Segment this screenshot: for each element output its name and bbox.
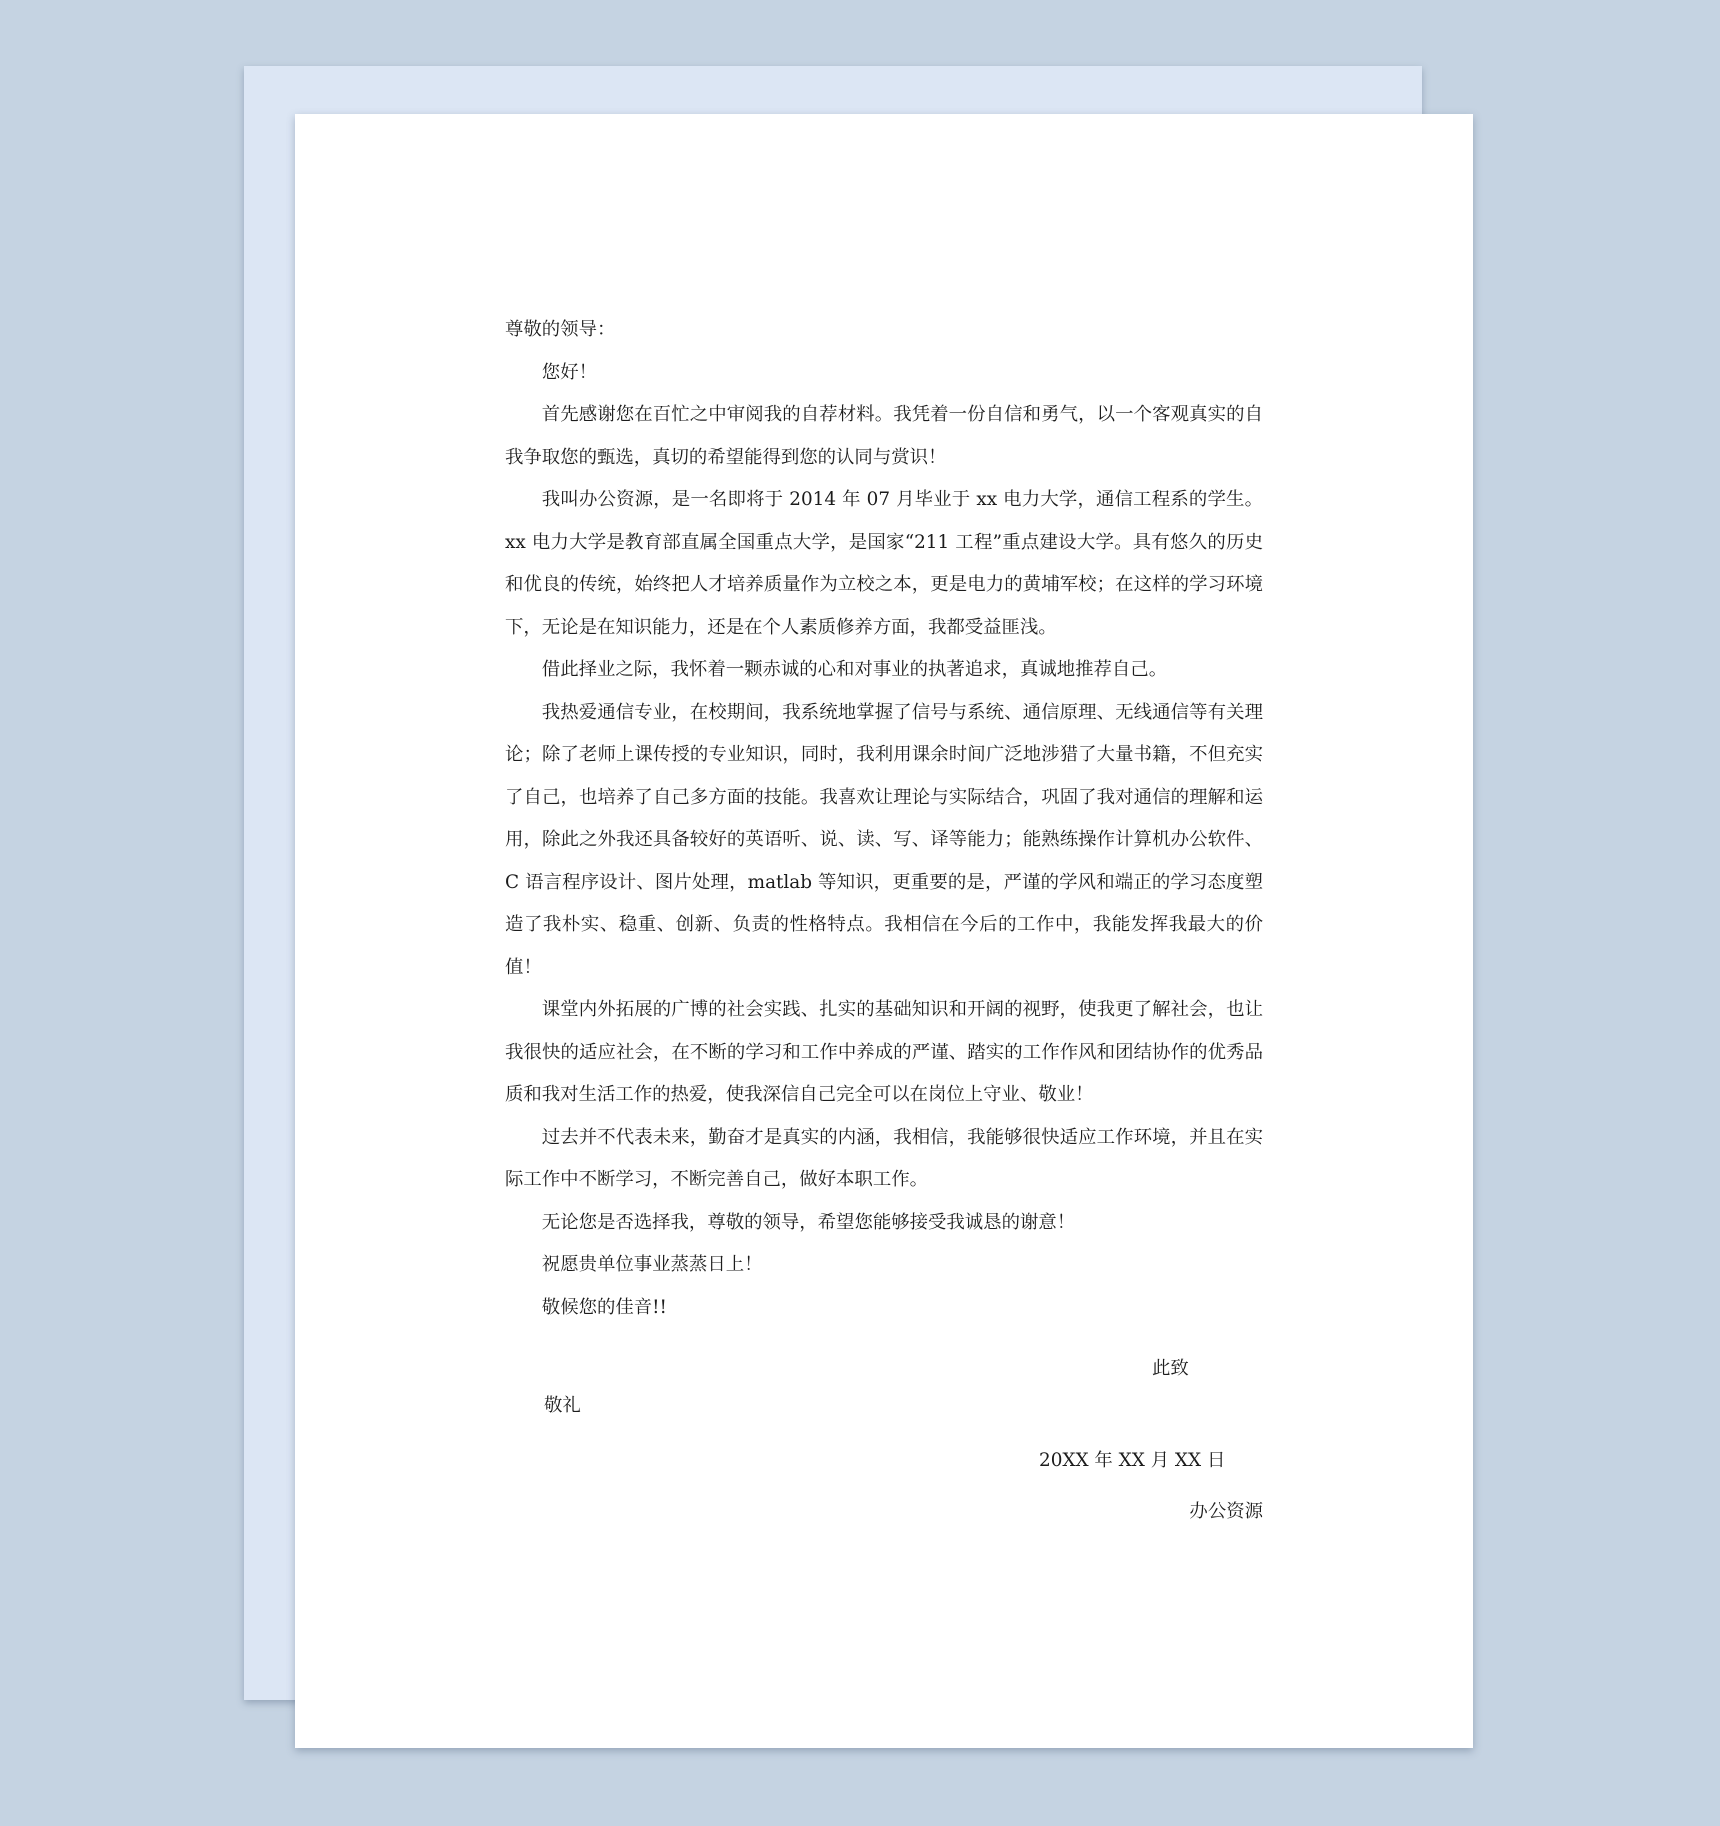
greeting: 您好！ [541, 361, 597, 383]
paragraph-2: 我叫办公资源，是一名即将于 2014 年 07 月毕业于 xx 电力大学，通信工程系的学生。xx 电力大学是教育部直属全国重点大学，是国家“211 工程”重点建设大学。具有悠久的历史和优良的传统，始终把人才培养质量作为立校之本，更是电力的黄埔军校；在这样的学习环境下，无论是在知识能力，还是在个人素质修养方面，我都受益匪浅。 [505, 489, 1263, 638]
closing-cizhi: 此致 [1152, 1358, 1189, 1379]
paragraph-3: 借此择业之际，我怀着一颗赤诚的心和对事业的执著追求，真诚地推荐自己。 [541, 659, 1168, 680]
paragraph-1: 首先感谢您在百忙之中审阅我的自荐材料。我凭着一份自信和勇气，以一个客观真实的自我争取您的甄选，真切的希望能得到您的认同与赏识！ [505, 404, 1263, 468]
salutation: 尊敬的领导： [505, 319, 616, 340]
paragraph-6: 过去并不代表未来，勤奋才是真实的内涵，我相信，我能够很快适应工作环境，并且在实际工作中不断学习，不断完善自己，做好本职工作。 [505, 1126, 1263, 1190]
closing-jingli: 敬礼 [544, 1395, 581, 1416]
document-page [295, 114, 1473, 1748]
paragraph-5: 课堂内外拓展的广博的社会实践、扎实的基础知识和开阔的视野，使我更了解社会，也让我很快的适应社会，在不断的学习和工作中养成的严谨、踏实的工作作风和团结协作的优秀品质和我对生活工作的热爱，使我深信自己完全可以在岗位上守业、敬业！ [505, 999, 1263, 1105]
letter-body [505, 309, 1263, 1329]
paragraph-7: 无论您是否选择我，尊敬的领导，希望您能够接受我诚恳的谢意！ [541, 1211, 1076, 1233]
signature-name: 办公资源 [1189, 1501, 1263, 1522]
paragraph-8: 祝愿贵单位事业蒸蒸日上！ [541, 1254, 763, 1275]
paragraph-4: 我热爱通信专业，在校期间，我系统地掌握了信号与系统、通信原理、无线通信等有关理论；除了老师上课传授的专业知识，同时，我利用课余时间广泛地涉猎了大量书籍，不但充实了自己，也培养了自己多方面的技能。我喜欢让理论与实际结合，巩固了我对通信的理解和运用，除此之外我还具备较好的英语听、说、读、写、译等能力；能熟练操作计算机办公软件、C 语言程序设计、图片处理，matlab 等知识，更重要的是，严谨的学风和端正的学习态度塑造了我朴实、稳重、创新、负责的性格特点。我相信在今后的工作中，我能发挥我最大的价值！ [505, 701, 1263, 978]
paragraph-9: 敬候您的佳音!! [541, 1296, 667, 1318]
signature-date: 20XX 年 XX 月 XX 日 [1039, 1450, 1226, 1471]
